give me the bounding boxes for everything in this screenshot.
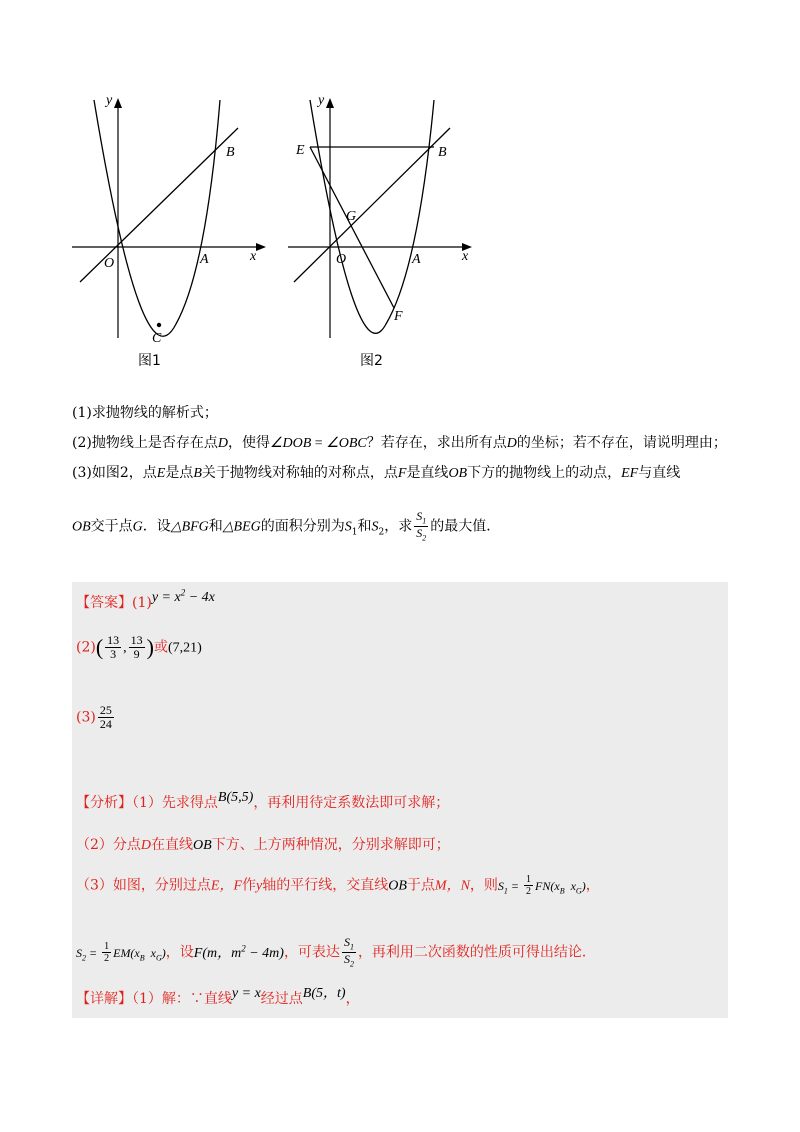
analysis-line-4: $S_2$ = $\frac{1}{2}$ $EM(x_B$ $x_G$)，设F(m，$m^2 - 4m$)，可表达 $\frac{S_1}{S_2}$ ，再利用二次函数的性质可得出结论． xyxy=(76,935,596,969)
point-B-label: B xyxy=(438,145,447,160)
figure-2-caption: 图2 xyxy=(360,353,383,369)
answer-line-1: 【答案】$(1)y = x^2 - 4x$ xyxy=(76,587,215,611)
point-C-label: C xyxy=(152,331,162,346)
question-3-line-2: OB交于点G．设△BFG和△BEG的面积分别为$S_1$和$S_2$，求 $\frac{S_1}{S_2}$ 的最大值． xyxy=(72,509,501,543)
point-B-label: B xyxy=(226,145,235,160)
figure-1-caption: 图1 xyxy=(138,353,161,369)
point-E-label: E xyxy=(296,143,305,158)
detail-line-1: 【详解】（1）解：∵直线y = x经过点B(5，t)， xyxy=(76,986,360,1007)
y-axis-label: y xyxy=(318,93,325,108)
answer-line-3: (3) $\frac{25}{24}$ xyxy=(76,703,112,732)
y-axis-label: y xyxy=(106,93,113,108)
point-A-label: A xyxy=(200,252,209,267)
s1-over-s2: $\frac{S_1}{S_2}$ xyxy=(416,509,427,543)
question-2: (2)抛物线上是否存在点D，使得∠DOB = ∠OBC？若存在，求出所有点D的坐标；若不存在，请说明理由； xyxy=(72,435,727,451)
figure-2-graph xyxy=(282,90,482,350)
x-axis-label: x xyxy=(250,249,257,264)
analysis-line-2: （2）分点D在直线OB下方、上方两种情况，分别求解即可； xyxy=(76,837,450,853)
point-A-label: A xyxy=(412,252,421,267)
point-O-label: O xyxy=(336,252,347,267)
analysis-line-1: 【分析】（1）先求得点B(5,5)，再利用待定系数法即可求解； xyxy=(76,790,450,811)
figure-2 xyxy=(282,90,482,350)
answer-line-2: (2)( $\frac{13}{3}$ , $\frac{13}{9}$ )或(7,21) xyxy=(76,633,202,662)
question-1: (1)求抛物线的解析式； xyxy=(72,405,218,421)
figure-1 xyxy=(70,90,270,350)
question-3-line-1: (3)如图2，点E是点B关于抛物线对称轴的对称点，点F是直线OB下方的抛物线上的动点，EF与直线 xyxy=(72,465,681,481)
point-O-label: O xyxy=(104,256,115,271)
x-axis-label: x xyxy=(462,249,469,264)
analysis-line-3: （3）如图，分别过点E，F作y轴的平行线，交直线OB于点M，N，则$S_1$ = $\frac{1}{2}$ $FN(x_B$ $x_G$)， xyxy=(76,874,600,897)
point-F-label: F xyxy=(394,309,403,324)
figure-1-graph xyxy=(70,90,270,350)
point-G-label: G xyxy=(346,209,357,224)
